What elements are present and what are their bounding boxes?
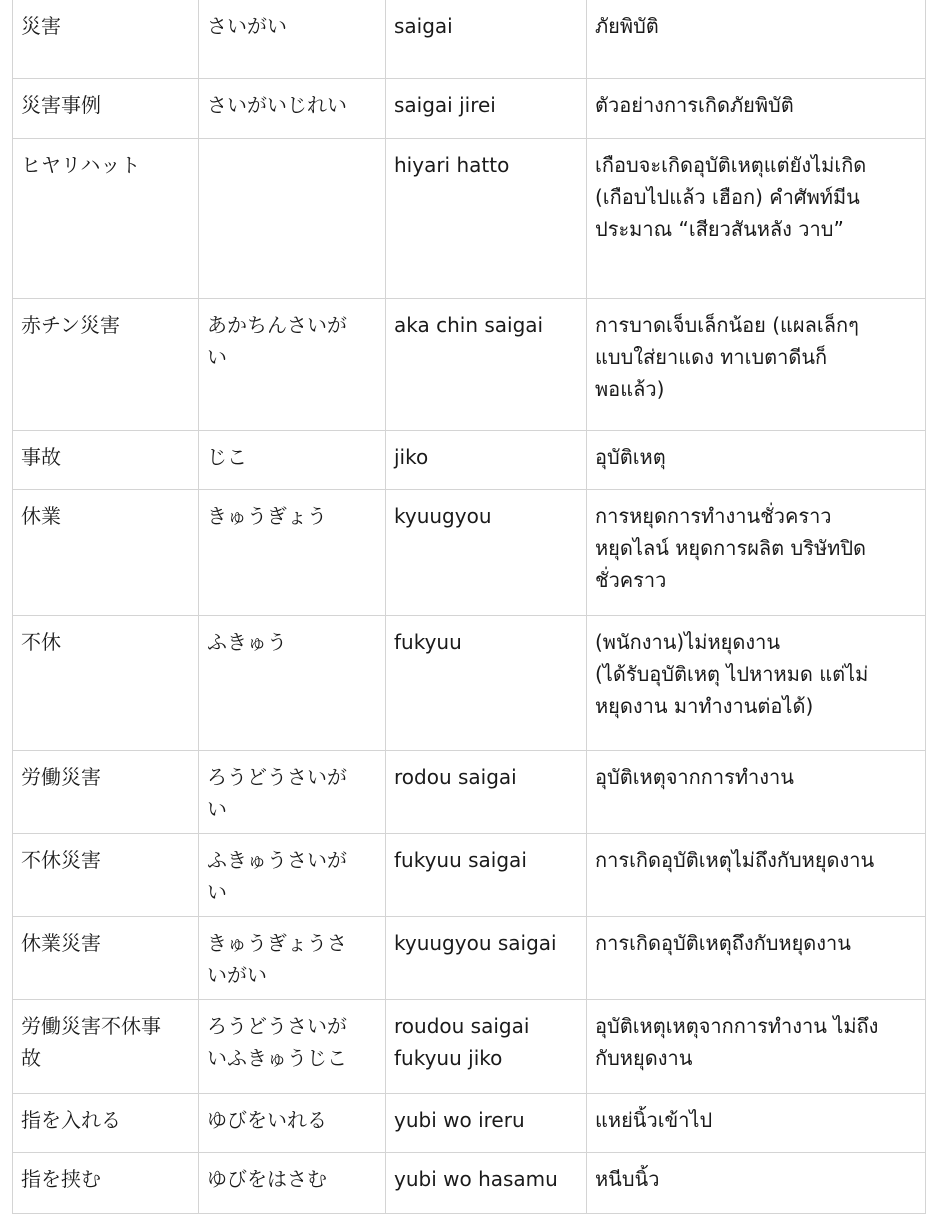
kanji-text: 赤チン災害: [21, 312, 120, 337]
kanji-text: 労働災害不休事 故: [21, 1013, 161, 1070]
kanji-text: 指を挟む: [21, 1166, 101, 1191]
thai-text: อุบัติเหตุจากการทำงาน: [595, 764, 794, 789]
romaji-text: yubi wo hasamu: [394, 1166, 558, 1191]
kanji-cell: [13, 1093, 199, 1152]
table-row: [13, 430, 926, 489]
kana-cell: [199, 750, 386, 833]
romaji-cell: [386, 1093, 587, 1152]
kanji-text: 災害事例: [21, 92, 101, 117]
table-row: [13, 1152, 926, 1213]
thai-cell: [587, 750, 926, 833]
romaji-text: hiyari hatto: [394, 152, 510, 177]
romaji-cell: [386, 833, 587, 916]
thai-cell: [587, 833, 926, 916]
kanji-text: 事故: [21, 444, 61, 469]
table-row: [13, 489, 926, 615]
romaji-text: saigai jirei: [394, 92, 496, 117]
kanji-cell: [13, 78, 199, 138]
romaji-text: aka chin saigai: [394, 312, 544, 337]
kanji-cell: [13, 0, 199, 78]
kanji-text: ヒヤリハット: [21, 152, 141, 177]
romaji-cell: [386, 138, 587, 298]
table-row: [13, 0, 926, 78]
kanji-cell: [13, 298, 199, 430]
thai-text: การหยุดการทำงานชั่วคราว หยุดไลน์ หยุดการผลิต บริษัทปิด ชั่วคราว: [595, 503, 867, 592]
table-row: [13, 916, 926, 999]
kanji-text: 災害: [21, 14, 61, 38]
thai-text: การเกิดอุบัติเหตุไม่ถึงกับหยุดงาน: [595, 847, 875, 872]
romaji-cell: [386, 78, 587, 138]
romaji-cell: [386, 615, 587, 750]
thai-text: ตัวอย่างการเกิดภัยพิบัติ: [595, 92, 794, 117]
romaji-cell: [386, 489, 587, 615]
kana-text: ふきゅうさいが い: [207, 847, 347, 904]
table-row: [13, 750, 926, 833]
kana-cell: [199, 138, 386, 298]
kana-cell: [199, 833, 386, 916]
kana-text: あかちんさいが い: [207, 312, 347, 369]
thai-text: (พนักงาน)ไม่หยุดงาน (ได้รับอุบัติเหตุ ไปหาหมด แต่ไม่ หยุดงาน มาทำงานต่อได้): [595, 629, 869, 718]
kana-text: さいがいじれい: [207, 92, 347, 117]
kana-text: きゅうぎょう: [207, 503, 327, 528]
thai-text: หนีบนิ้ว: [595, 1166, 660, 1191]
table-row: [13, 999, 926, 1093]
romaji-text: yubi wo ireru: [394, 1107, 525, 1132]
kana-text: ゆびをはさむ: [207, 1166, 327, 1191]
kana-text: ろうどうさいが い: [207, 764, 347, 821]
table-row: [13, 615, 926, 750]
romaji-cell: [386, 916, 587, 999]
kanji-cell: [13, 999, 199, 1093]
romaji-text: jiko: [394, 444, 429, 469]
kanji-cell: [13, 430, 199, 489]
kanji-text: 休業: [21, 503, 61, 528]
romaji-cell: [386, 430, 587, 489]
romaji-cell: [386, 0, 587, 78]
thai-text: ภัยพิบัติ: [595, 14, 659, 38]
thai-cell: [587, 78, 926, 138]
table-row: [13, 1093, 926, 1152]
romaji-cell: [386, 298, 587, 430]
romaji-cell: [386, 750, 587, 833]
kana-cell: [199, 78, 386, 138]
kanji-text: 休業災害: [21, 930, 101, 955]
romaji-cell: [386, 1152, 587, 1213]
kana-cell: [199, 1152, 386, 1213]
thai-text: เกือบจะเกิดอุบัติเหตุแต่ยังไม่เกิด (เกือบไปแล้ว เฮือก) คำศัพท์มีน ประมาณ “เสียวสันหลัง วาบ”: [595, 152, 867, 241]
vocabulary-table: [12, 0, 926, 1214]
table-row: [13, 78, 926, 138]
kana-text: ふきゅう: [207, 629, 287, 654]
kana-cell: [199, 916, 386, 999]
kana-cell: [199, 430, 386, 489]
kanji-cell: [13, 1152, 199, 1213]
thai-cell: [587, 1093, 926, 1152]
romaji-text: fukyuu saigai: [394, 847, 527, 872]
kana-cell: [199, 489, 386, 615]
kanji-text: 労働災害: [21, 764, 101, 789]
kana-text: じこ: [207, 444, 247, 469]
kanji-text: 不休災害: [21, 847, 101, 872]
kanji-cell: [13, 916, 199, 999]
kana-text: ろうどうさいが いふきゅうじこ: [207, 1013, 347, 1070]
kanji-cell: [13, 833, 199, 916]
romaji-cell: [386, 999, 587, 1093]
thai-cell: [587, 1152, 926, 1213]
thai-text: อุบัติเหตุ: [595, 444, 666, 469]
romaji-text: fukyuu: [394, 629, 462, 654]
kana-text: さいがい: [207, 14, 287, 38]
kana-cell: [199, 999, 386, 1093]
table-row: [13, 298, 926, 430]
thai-cell: [587, 430, 926, 489]
kanji-cell: [13, 750, 199, 833]
romaji-text: kyuugyou: [394, 503, 492, 528]
kana-cell: [199, 0, 386, 78]
thai-cell: [587, 999, 926, 1093]
romaji-text: kyuugyou saigai: [394, 930, 557, 955]
thai-cell: [587, 138, 926, 298]
kana-text: ゆびをいれる: [207, 1107, 327, 1132]
table-row: [13, 138, 926, 298]
kana-cell: [199, 298, 386, 430]
thai-cell: [587, 489, 926, 615]
vocabulary-table-body: [13, 0, 926, 1213]
kanji-cell: [13, 615, 199, 750]
table-row: [13, 833, 926, 916]
kanji-cell: [13, 138, 199, 298]
thai-text: การเกิดอุบัติเหตุถึงกับหยุดงาน: [595, 930, 851, 955]
thai-text: แหย่นิ้วเข้าไป: [595, 1107, 713, 1132]
kana-cell: [199, 1093, 386, 1152]
thai-cell: [587, 0, 926, 78]
kanji-text: 不休: [21, 629, 61, 654]
romaji-text: rodou saigai: [394, 764, 517, 789]
kanji-text: 指を入れる: [21, 1107, 121, 1132]
thai-cell: [587, 298, 926, 430]
thai-cell: [587, 916, 926, 999]
kana-cell: [199, 615, 386, 750]
kanji-cell: [13, 489, 199, 615]
romaji-text: saigai: [394, 14, 453, 38]
thai-cell: [587, 615, 926, 750]
thai-text: อุบัติเหตุเหตุจากการทำงาน ไม่ถึง กับหยุดงาน: [595, 1013, 879, 1070]
kana-text: きゅうぎょうさ いがい: [207, 930, 347, 987]
thai-text: การบาดเจ็บเล็กน้อย (แผลเล็กๆ แบบใส่ยาแดง ทาเบตาดีนก็ พอแล้ว): [595, 312, 859, 401]
romaji-text: roudou saigai fukyuu jiko: [394, 1013, 530, 1070]
